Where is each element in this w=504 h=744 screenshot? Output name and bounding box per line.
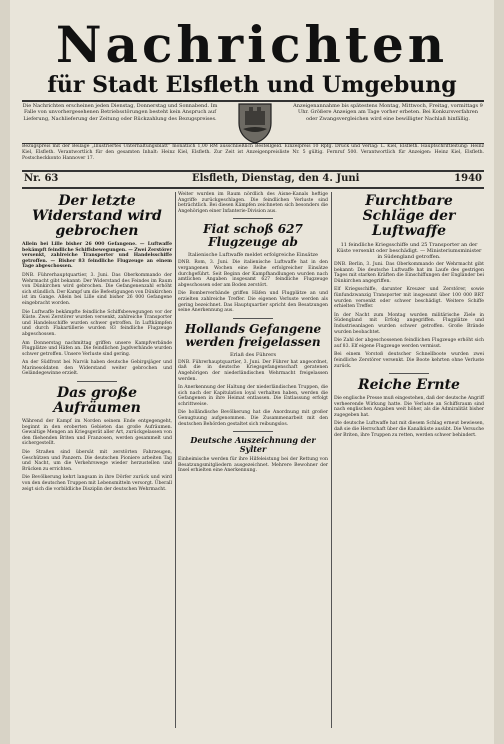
article-text: Die deutsche Luftwaffe hat mit diesem Schlag erneut bewiesen, daß sie die Herrschaft über die Kanalküste ausübt. Die Versuche der Briten, ihre Truppen zu retten, werden schwer behindert. (334, 421, 484, 438)
article-text: In der Nacht zum Montag wurden militärische Ziele in Südengland mit Erfolg angegriffen. Flugplätze und Industrieanlagen wurden schwer getroffen. Große Brände wurden beobachtet. (334, 312, 484, 335)
article-text: Die Zahl der abgeschossenen feindlichen Flugzeuge erhöht sich auf 83. Elf eigene Flugzeuge werden vermisst. (334, 338, 484, 349)
article-text: In Anerkennung der Haltung der niederländischen Truppen, die sich nach der Kapitulation loyal verhalten haben, werden die Gefangenen in ihre Heimat entlassen. Die Entlassung erfolgt schrittweise. (178, 385, 328, 407)
masthead-subtitle: für Stadt Elsfleth und Umgebung (47, 72, 457, 98)
article-text: Bei einem Vorstoß deutscher Schnellboote wurden zwei feindliche Zerstörer versenkt. Die Boote kehrten ohne Verluste zurück. (334, 352, 484, 369)
issue-date: Elsfleth, Dienstag, den 4. Juni (192, 173, 360, 184)
headline: Reiche Ernte (358, 377, 460, 394)
column-2 (178, 192, 328, 477)
article-text: Weiter wurden im Raum nördlich des Aisne-Kanals heftige Angriffe zurückgeschlagen. Die feindlichen Verluste sind beträchtlich. Bei diesen Kämpfen zeichneten sich besonders die Angehörigen einer Infanterie-Division aus. (178, 192, 328, 214)
headline: Fiat schoß 627 Flugzeuge ab (203, 222, 303, 250)
article-text: DNB. Führerhauptquartier, 3. Juni. Das Oberkommando der Wehrmacht gibt bekannt: Der Widerstand des Feindes im Raum von Dünkirchen wird gebrochen. Die Gefangenenzahl erhöht sich stündlich. Der Kampf um die Befestigungen von Dünkirchen ist im Gange. Allein bei Lille sind bisher 26 000 Gefangene eingebracht worden. (22, 272, 172, 306)
article-text: Einheimische werden für ihre Hilfeleistung bei der Rettung von Besatzungsmitgliedern ausgezeichnet. Mehrere Bewohner der Insel erhielten eine Anerkennung. (178, 457, 328, 474)
coat-of-arms-icon (235, 101, 275, 145)
article-text: DNB. Führerhauptquartier, 3. Juni. Der Führer hat angeordnet, daß die in deutsche Kriegsgefangenschaft geratenen Angehörigen der niederländischen Wehrmacht freigelassen werden. (178, 359, 328, 382)
article-text: Am Donnerstag nachmittag griffen unsere Kampfverbände Flugplätze und Häfen an. Die feindlichen Jagdverbände wurden schwer getroffen. Unsere Verluste sind gering. (22, 340, 172, 357)
column-3 (334, 192, 484, 441)
imprint: Bezugspreis mit der Beilage „Illustriertes Unterhaltungsblatt“ monatlich 1,00 RM ausschließlich Bestellgeld. Einzelpreis 10 Rpfg. Druck und Verlag: L. Kiel, Elsfleth. Hauptschriftleitung: Heinz Kiel, Elsfleth. Verantwortlich für den gesamten Inhalt: Heinz Kiel, Elsfleth. Zur Zeit ist Anzeigenpreisliste Nr. 5 gültig. Fernruf 500. Verantwortlich für Anzeigen: Heinz Kiel, Elsfleth. Postscheckkonto Hannover 17. (22, 144, 484, 161)
headline: Der letzte Widerstand wird gebrochen (32, 193, 162, 239)
dateline-bottom-rule (22, 187, 484, 189)
divider (233, 218, 273, 219)
article-text: Die Bevölkerung kehrt langsam in ihre Dörfer zurück und wird von den deutschen Truppen mit Lebensmitteln versorgt. Überall zeigt sich die vorbildliche Disziplin der deutschen Wehrmacht. (22, 475, 172, 492)
headline: Das große Aufräumen (53, 385, 141, 417)
article-text: Während der Kampf im Norden seinem Ende entgegengeht, beginnt in den eroberten Gebieten das große Aufräumen. Gewaltige Mengen an Kriegsgerät aller Art, zurückgelassen von den fliehenden Briten und Franzosen, werden gesammelt und sichergestellt. (22, 419, 172, 447)
article-text: An der Südfront bei Narvik haben deutsche Gebirgsjäger und Marinesoldaten den Widerstand weiter gebrochen und Geländegewinne erzielt. (22, 360, 172, 377)
headline: Deutsche Auszeichnung der Sylter (190, 435, 316, 455)
column-divider (175, 192, 176, 728)
newspaper-page (10, 0, 494, 744)
column-divider (331, 192, 332, 728)
issue-number: Nr. 63 (24, 173, 59, 184)
article-text: DNB. Berlin, 3. Juni. Das Oberkommando der Wehrmacht gibt bekannt: Die deutsche Luftwaffe hat im Laufe des gestrigen Tages mit starken Kräften die Einschiffungen der Engländer bei Dünkirchen angegriffen. (334, 262, 484, 284)
advertising-info: Anzeigenannahme bis spätestens Montag, Mittwoch, Freitag, vormittags 9 Uhr. Größere Anzeigen am Tage vorher erbeten. Bei Konkursverfahren oder Zwangsvergleichen wird eine bewilligter Nachlaß hinfällig. (293, 103, 483, 122)
divider (389, 373, 429, 374)
divider (77, 381, 117, 382)
article-text: Die englische Presse muß eingestehen, daß der deutsche Angriff verheerende Wirkung hatte. Die Verluste an Schiffsraum sind nach englischen Angaben weit höher, als die Admiralität bisher zugegeben hat. (334, 396, 484, 418)
article-text: Allein bei Lille bisher 26 000 Gefangene. — Luftwaffe bekämpft feindliche Schiffsbewegungen. — Zwei Zerstörer versenkt, zahlreiche Transporter und Handelsschiffe getroffen. — Bisher 83 feindliche Flugzeuge an einem Tage abgeschossen. (22, 242, 172, 270)
article-text: Die Luftwaffe bekämpfte feindliche Schiffsbewegungen vor der Küste. Zwei Zerstörer wurden versenkt, zahlreiche Transporter und Handelsschiffe wurden schwer getroffen. In Luftkämpfen und durch Flakartillerie wurden 83 feindliche Flugzeuge abgeschossen. (22, 309, 172, 337)
column-1 (22, 192, 172, 495)
article-text: Die Bomberverbände griffen Häfen und Flugplätze an und erzielten zahlreiche Treffer. Die eigenen Verluste werden als gering bezeichnet. Das Hauptquartier spricht den Besatzungen seine Anerkennung aus. (178, 291, 328, 314)
subheadline: 11 feindliche Kriegsschiffe und 25 Transporter an der Küste versenkt oder beschädigt. — Ministeriumsminister in Südengland getroffen. (336, 242, 482, 260)
subheadline: Erlaß des Führers (229, 351, 277, 358)
divider (233, 431, 273, 432)
masthead (10, 15, 494, 98)
info-row (22, 103, 484, 143)
issue-year: 1940 (454, 173, 482, 184)
dateline (22, 172, 484, 186)
article-text: Die holländische Bevölkerung hat die Anordnung mit großer Genugtuung aufgenommen. Die Zusammenarbeit mit den deutschen Behörden gestaltet sich reibungslos. (178, 410, 328, 427)
article-text: Die Straßen sind übersät mit zerstörten Fahrzeugen, Geschützen und Panzern. Die deutschen Pioniere arbeiten Tag und Nacht, um die Verkehrswege wieder herzustellen und Brücken zu errichten. (22, 450, 172, 472)
article-text: DNB. Rom, 3. Juni. Die italienische Luftwaffe hat in den vergangenen Wochen eine Reihe erfolgreicher Einsätze durchgeführt. Seit Beginn der Kampfhandlungen wurden nach amtlichen Angaben insgesamt 627 feindliche Flugzeuge abgeschossen oder am Boden zerstört. (178, 260, 328, 288)
article-text: Elf Kriegsschiffe, darunter Kreuzer und Zerstörer, sowie fünfundzwanzig Transporter mit insgesamt über 100 000 BRT wurden versenkt oder schwer beschädigt. Weitere Schiffe erhielten Treffer. (334, 287, 484, 310)
masthead-title: Nachrichten (55, 15, 449, 74)
subheadline: Italienische Luftwaffe meldet erfolgreiche Einsätze (187, 252, 319, 259)
headline: Furchtbare Schläge der Luftwaffe (362, 193, 456, 239)
divider (233, 318, 273, 319)
headline: Hollands Gefangene werden freigelassen (184, 321, 322, 349)
publication-info: Die Nachrichten erscheinen jeden Dienstag, Donnerstag und Sonnabend. Im Falle von unvorhergesehenen Betriebsstörungen besteht kein Anspruch auf Lieferung, Nachlieferung der Zeitung oder Rückzahlung des Bezugspreises. (22, 103, 218, 122)
